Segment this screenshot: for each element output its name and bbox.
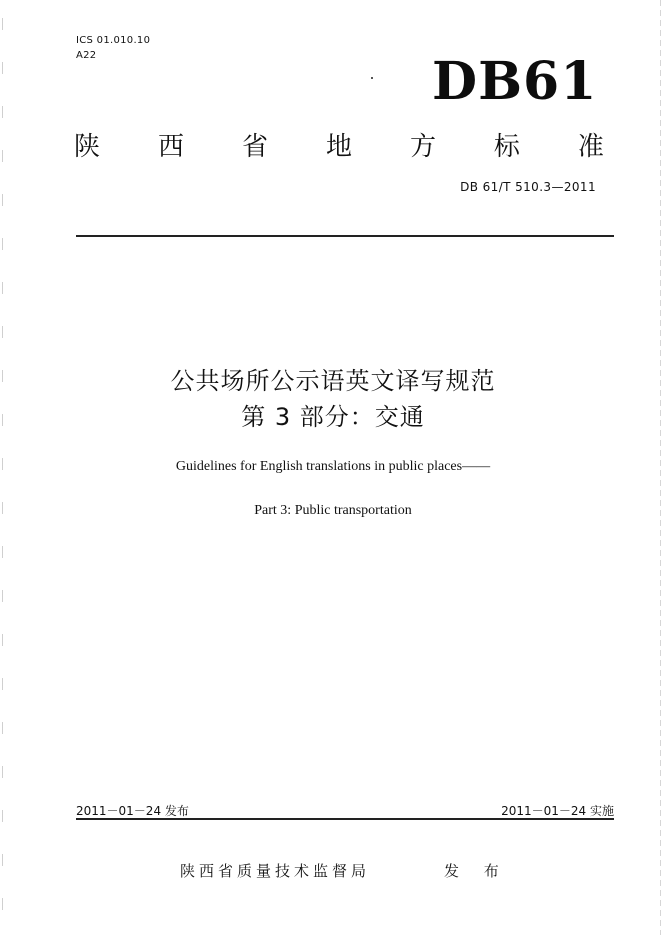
footer-divider	[76, 818, 614, 820]
standard-type-char: 地	[325, 132, 352, 162]
classification-codes	[76, 33, 150, 63]
issuing-authority: 陕西省质量技术监督局	[180, 862, 371, 880]
chinese-title-line-1: 公共场所公示语英文译写规范	[170, 367, 496, 395]
standard-brand-mark: DB61	[432, 51, 598, 112]
chinese-title-line-2: 第 3 部分：交通	[241, 403, 425, 431]
scan-dot	[371, 77, 373, 79]
english-title-line-2: Part 3: Public transportation	[254, 503, 412, 518]
english-title-line-1: Guidelines for English translations in public places——	[175, 459, 491, 474]
ccs-code: A22	[76, 50, 97, 61]
standard-type-char: 方	[409, 132, 436, 162]
standard-type-char: 西	[157, 132, 184, 162]
issue-date: 2011－01－24 发布	[76, 804, 189, 818]
standard-code: DB 61/T 510.3—2011	[460, 180, 596, 194]
issue-label: 发 布	[444, 862, 509, 880]
implementation-date: 2011－01－24 实施	[501, 804, 614, 818]
standard-type-char: 标	[493, 132, 520, 162]
standard-type-char: 陕	[74, 132, 101, 162]
ics-code: ICS 01.010.10	[76, 35, 151, 46]
standard-type-char: 省	[241, 132, 268, 162]
standard-type-title	[74, 130, 604, 166]
header-divider	[76, 235, 614, 237]
standard-type-char: 准	[577, 132, 604, 162]
